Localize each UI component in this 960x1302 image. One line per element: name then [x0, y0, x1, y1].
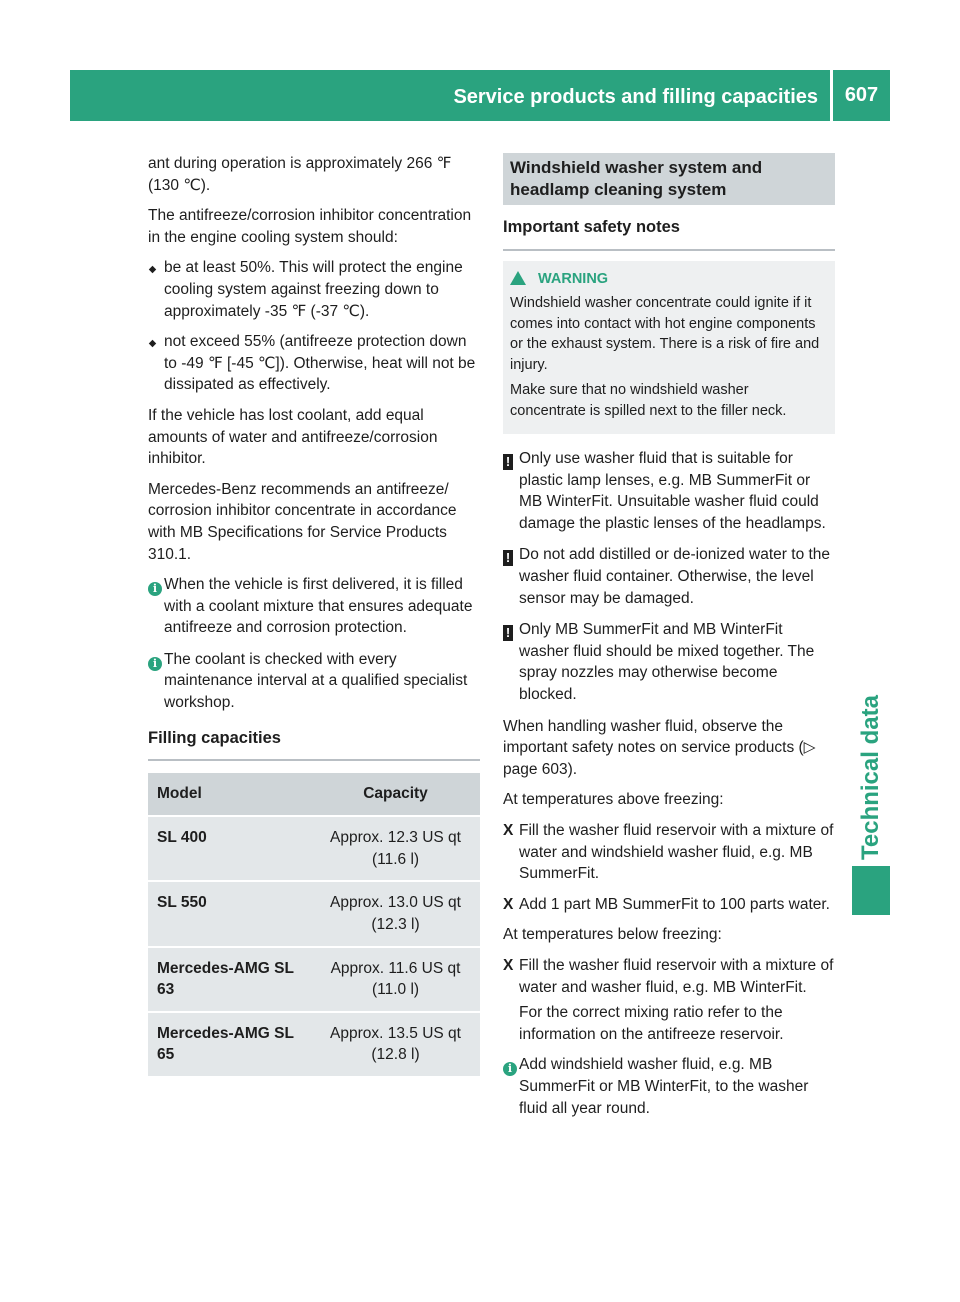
table-cell-capacity — [311, 817, 480, 880]
table-header-row — [148, 773, 480, 815]
capacity-us: Approx. 13.0 US qt — [330, 894, 461, 912]
paragraph-handling: When handling washer fluid, observe the important safety notes on service products (▷ page 603). — [503, 717, 816, 778]
table-cell-model: SL 400 — [148, 817, 311, 880]
below-freezing-heading: At temperatures below freezing: — [503, 926, 722, 944]
filling-capacities-heading: Filling capacities — [148, 728, 480, 762]
step-arrow-icon: X — [503, 956, 514, 974]
caution-text: Do not add distilled or de-ionized water to the washer fluid container. Otherwise, the level sensor may be damaged. — [519, 546, 831, 607]
warning-label: WARNING — [538, 270, 609, 287]
warning-box — [503, 261, 835, 435]
step-arrow-icon: X — [503, 822, 514, 839]
side-tab-label: Technical data — [857, 695, 884, 860]
table-row — [148, 817, 480, 880]
step-arrow-icon: X — [503, 895, 514, 913]
exclamation-icon: ! — [503, 451, 513, 473]
page-number: 607 — [833, 70, 890, 121]
capacity-metric: (12.3 l) — [371, 916, 420, 934]
info-note-text: Add windshield washer fluid, e.g. MB SummerFit or MB WinterFit, to the washer fluid all year round. — [519, 1056, 809, 1117]
caution-note — [503, 544, 835, 609]
step-text: Fill the washer fluid reservoir with a mixture of water and windshield washer fluid, e.g. MB SummerFit. — [519, 822, 834, 883]
paragraph-lost-coolant: If the vehicle has lost coolant, add equal amounts of water and antifreeze/corrosion inhibitor. — [148, 406, 438, 468]
header-bar — [70, 70, 830, 121]
table-row — [148, 948, 480, 1011]
capacity-us: Approx. 12.3 US qt — [330, 829, 461, 847]
caution-text: Only use washer fluid that is suitable for plastic lamp lenses, e.g. MB SummerFit or MB WinterFit. Unsuitable washer fluid could damage the plastic lenses of the headlamps. — [519, 450, 826, 532]
safety-notes-heading: Important safety notes — [503, 217, 835, 251]
capacity-us: Approx. 13.5 US qt — [330, 1024, 461, 1042]
column-header-model: Model — [148, 773, 311, 815]
exclamation-icon: ! — [503, 547, 513, 569]
capacity-metric: (11.6 l) — [371, 850, 420, 868]
info-note-text: When the vehicle is first delivered, it is filled with a coolant mixture that ensures adequate antifreeze and corrosion protection. — [164, 576, 473, 637]
step-text: Add 1 part MB SummerFit to 100 parts water. — [519, 895, 830, 913]
table-cell-capacity — [311, 1013, 480, 1076]
instruction-step — [503, 820, 835, 885]
paragraph-temperature: ant during operation is approximately 266 ℉ (130 ℃). — [148, 155, 452, 194]
info-note — [503, 1054, 835, 1119]
bullet-item: not exceed 55% (antifreeze protection down to -49 ℉ [-45 ℃]). Otherwise, heat will not be dissipated as effectively. — [148, 331, 480, 396]
table-row — [148, 882, 480, 945]
info-icon: i — [148, 577, 162, 599]
step-continuation: For the correct mixing ratio refer to the information on the antifreeze reservoir. — [519, 1004, 784, 1043]
instruction-step — [503, 955, 835, 1045]
table-cell-capacity — [311, 948, 480, 1011]
caution-text: Only MB SummerFit and MB WinterFit washer fluid should be mixed together. The spray nozzles may otherwise become blocked. — [519, 621, 815, 704]
capacity-metric: (12.8 l) — [371, 1046, 420, 1064]
table-cell-model: SL 550 — [148, 882, 311, 945]
info-note-text: The coolant is checked with every maintenance interval at a qualified specialist workshop. — [164, 650, 468, 712]
warning-text: Windshield washer concentrate could ignite if it comes into contact with hot engine components or the exhaust system. There is a risk of fire and injury. — [510, 295, 820, 373]
paragraph-concentration: The antifreeze/corrosion inhibitor concentration in the engine cooling system should: — [148, 207, 472, 246]
table-row — [148, 1013, 480, 1076]
above-freezing-heading: At temperatures above freezing: — [503, 791, 724, 809]
info-note — [148, 574, 480, 639]
info-note — [148, 649, 480, 714]
caution-note — [503, 448, 835, 534]
capacity-us: Approx. 11.6 US qt — [330, 959, 461, 977]
section-title: Windshield washer system and headlamp cleaning system — [503, 153, 835, 205]
paragraph-recommendation: Mercedes-Benz recommends an antifreeze/ corrosion inhibitor concentrate in accordance with MB Specifications for Service Products 310.1. — [148, 480, 457, 563]
info-icon: i — [503, 1057, 517, 1079]
table-cell-model: Mercedes-AMG SL 63 — [148, 948, 311, 1011]
warning-text: Make sure that no windshield washer concentrate is spilled next to the filler neck. — [510, 382, 787, 419]
bullet-item: be at least 50%. This will protect the engine cooling system against freezing down to approximately -35 ℉ (-37 ℃). — [148, 257, 480, 322]
column-header-capacity: Capacity — [311, 773, 480, 815]
instruction-step — [503, 894, 835, 916]
warning-title — [510, 269, 827, 290]
side-tab-block — [852, 866, 890, 915]
exclamation-icon: ! — [503, 622, 513, 644]
right-column — [503, 153, 835, 1129]
capacity-metric: (11.0 l) — [371, 981, 420, 999]
caution-note — [503, 619, 835, 705]
warning-triangle-icon — [510, 271, 526, 285]
capacity-table — [148, 771, 480, 1078]
info-icon: i — [148, 652, 162, 674]
table-cell-capacity — [311, 882, 480, 945]
header-title: Service products and filling capacities — [453, 86, 818, 108]
left-column — [148, 153, 480, 1078]
step-text: Fill the washer fluid reservoir with a mixture of water and washer fluid, e.g. MB WinterFit. — [519, 956, 834, 996]
table-cell-model: Mercedes-AMG SL 65 — [148, 1013, 311, 1076]
